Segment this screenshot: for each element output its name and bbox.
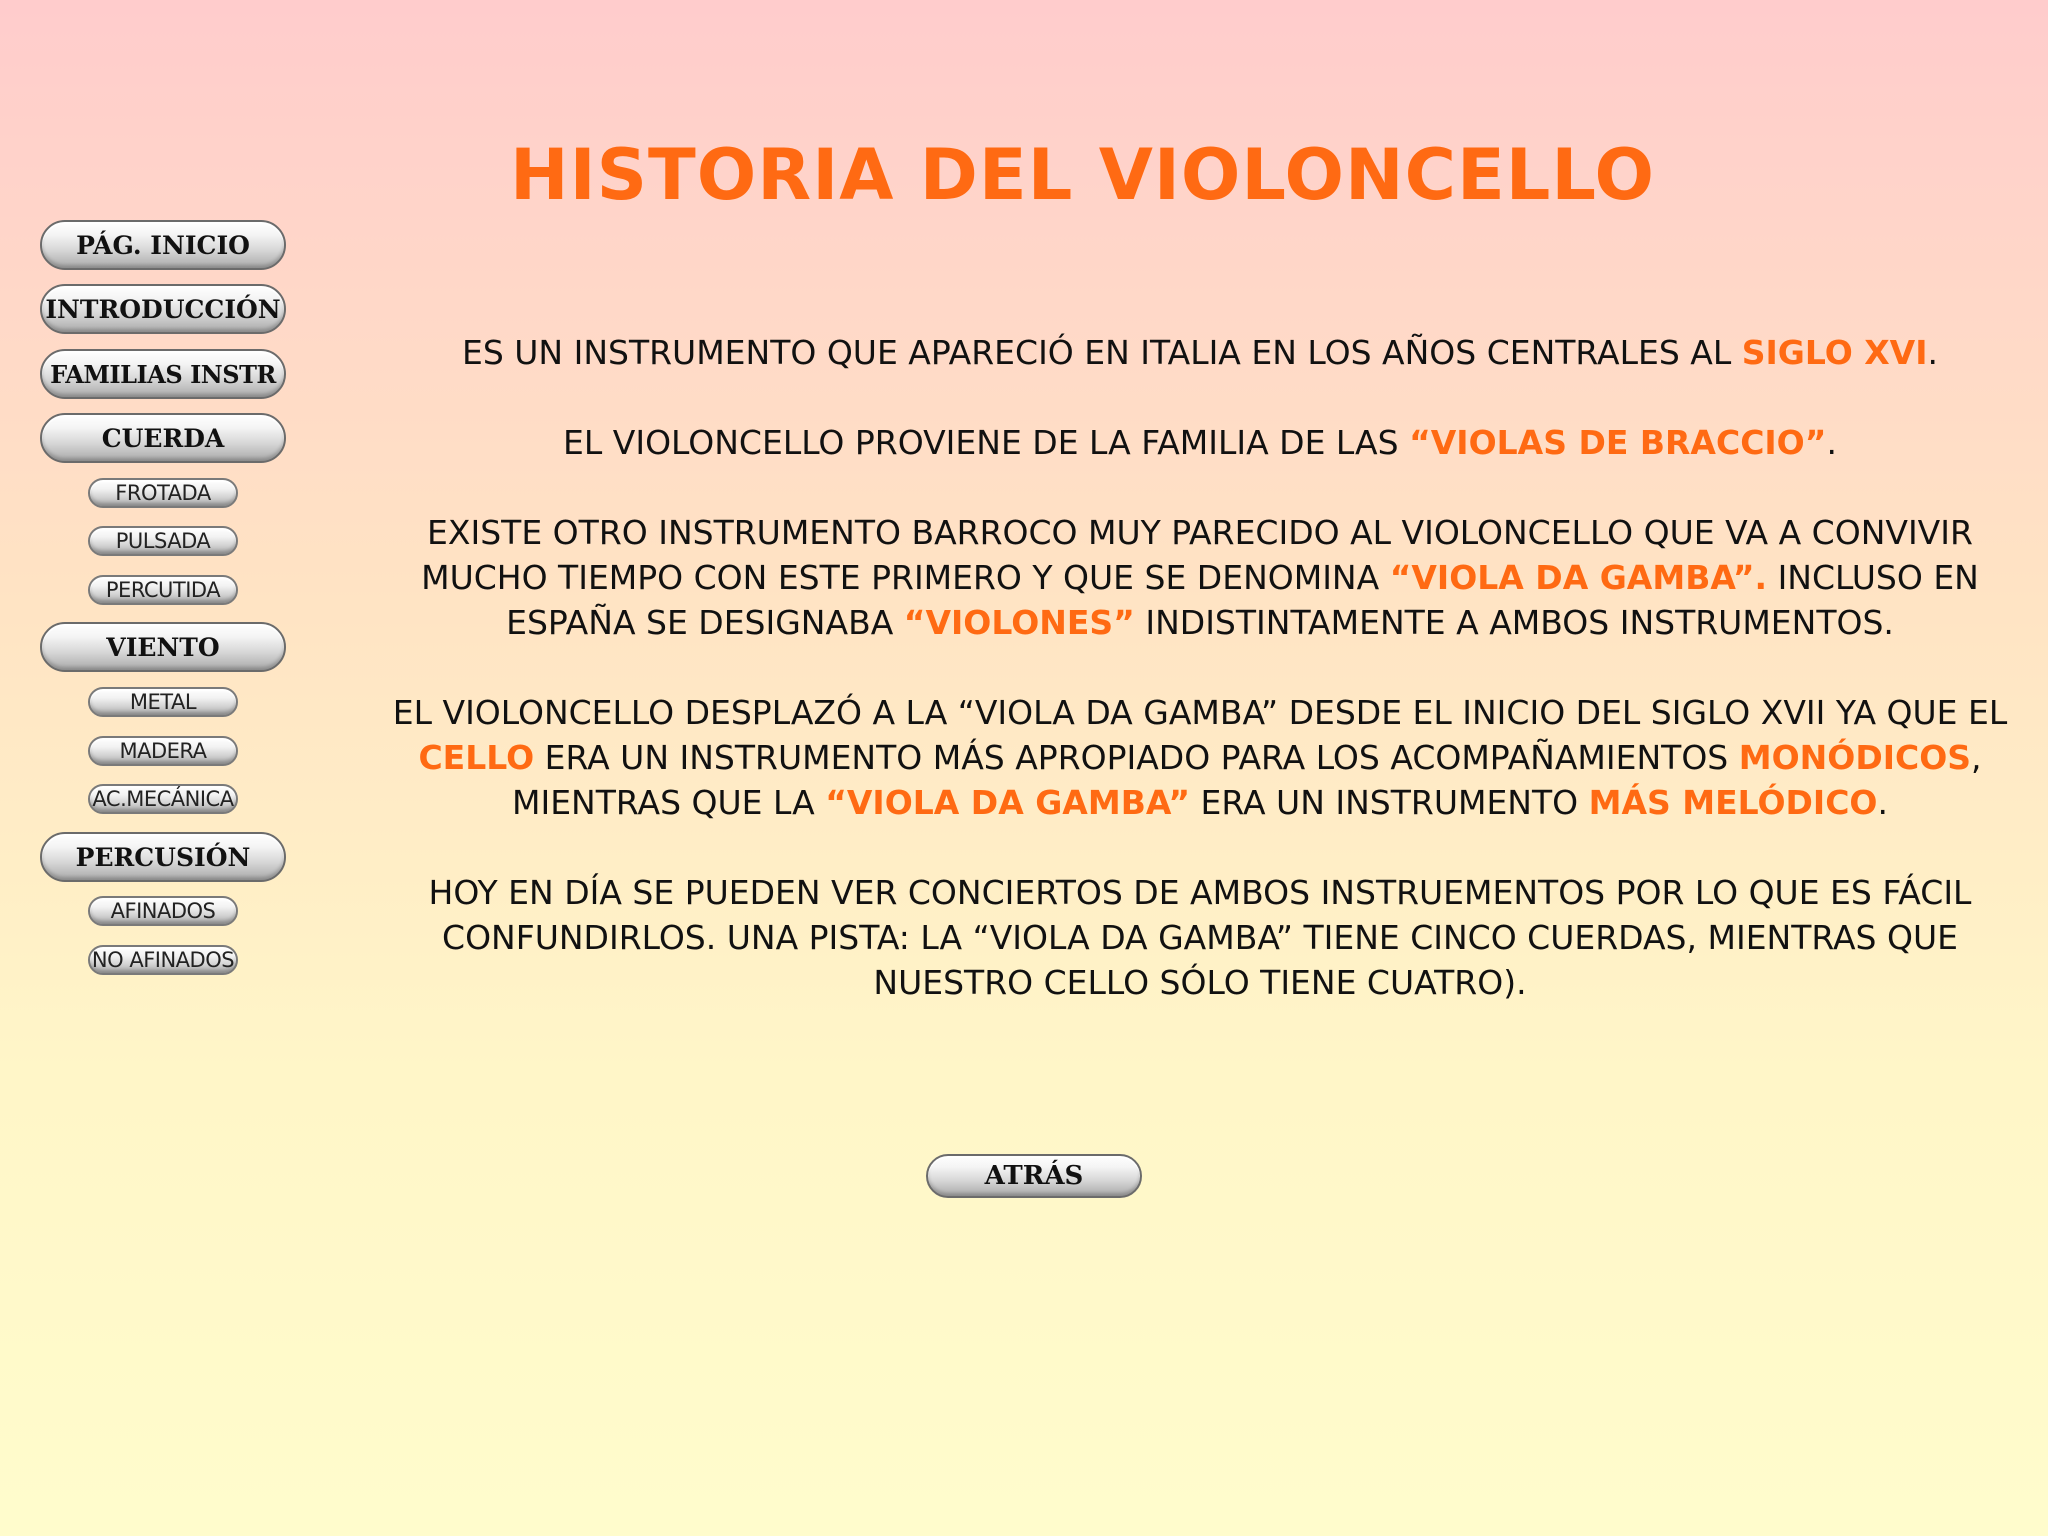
text-span: HOY EN DÍA SE PUEDEN VER CONCIERTOS DE AMBOS INSTRUEMENTOS POR LO QUE ES FÁCIL CONFUNDIRLOS. UNA PISTA: LA “VIOLA DA GAMBA” TIENE CINCO CUERDAS, MIENTRAS QUE NUESTRO CELLO SÓLO TIENE CUATRO).	[428, 873, 1972, 1002]
nav-button-introduccion[interactable]: INTRODUCCIÓN	[40, 284, 286, 334]
highlight-viola-da-gamba-2: “VIOLA DA GAMBA”	[825, 783, 1191, 822]
nav-button-afinados[interactable]: AFINADOS	[88, 896, 238, 926]
paragraph-viola-da-gamba	[380, 510, 2020, 645]
nav-button-acmecanica[interactable]: AC.MECÁNICA	[88, 784, 238, 814]
nav-button-madera[interactable]: MADERA	[88, 736, 238, 766]
text-span: ES UN INSTRUMENTO QUE APARECIÓ EN ITALIA EN LOS AÑOS CENTRALES AL	[461, 333, 1742, 372]
text-span: INCLUSO EN ESPAÑA SE DESIGNABA	[506, 558, 1979, 642]
sidebar-nav	[0, 0, 330, 1536]
highlight-siglo-xvi: SIGLO XVI	[1741, 333, 1928, 372]
text-span: .	[1877, 783, 1888, 822]
highlight-violas-de-braccio: “VIOLAS DE BRACCIO”	[1409, 423, 1827, 462]
main-content	[380, 330, 2020, 1050]
back-button[interactable]: ATRÁS	[926, 1154, 1142, 1198]
nav-button-cuerda[interactable]: CUERDA	[40, 413, 286, 463]
highlight-mas-melodico: MÁS MELÓDICO	[1588, 783, 1878, 822]
text-span: EL VIOLONCELLO PROVIENE DE LA FAMILIA DE LAS	[563, 423, 1410, 462]
nav-button-noafinados[interactable]: NO AFINADOS	[88, 945, 238, 975]
nav-button-familias[interactable]: FAMILIAS INSTR	[40, 349, 286, 399]
highlight-cello: CELLO	[418, 738, 535, 777]
nav-button-pulsada[interactable]: PULSADA	[88, 526, 238, 556]
nav-button-frotada[interactable]: FROTADA	[88, 478, 238, 508]
highlight-monodicos: MONÓDICOS	[1738, 738, 1972, 777]
nav-button-percusion[interactable]: PERCUSIÓN	[40, 832, 286, 882]
highlight-violones: “VIOLONES”	[903, 603, 1135, 642]
text-span: EXISTE OTRO INSTRUMENTO BARROCO MUY PARECIDO AL VIOLONCELLO QUE VA A CONVIVIR MUCHO TIEMPO CON ESTE PRIMERO Y QUE SE DENOMINA	[421, 513, 1973, 597]
text-span: EL VIOLONCELLO DESPLAZÓ A LA “VIOLA DA GAMBA” DESDE EL INICIO DEL SIGLO XVII YA QUE EL	[392, 693, 2008, 732]
paragraph-displacement	[380, 690, 2020, 825]
paragraph-origin	[380, 330, 2020, 375]
nav-button-metal[interactable]: METAL	[88, 687, 238, 717]
text-span: ERA UN INSTRUMENTO MÁS APROPIADO PARA LOS ACOMPAÑAMIENTOS	[534, 738, 1739, 777]
paragraph-today	[380, 870, 2020, 1005]
nav-button-percutida[interactable]: PERCUTIDA	[88, 575, 238, 605]
nav-button-viento[interactable]: VIENTO	[40, 622, 286, 672]
nav-button-inicio[interactable]: PÁG. INICIO	[40, 220, 286, 270]
page-title: HISTORIA DEL VIOLONCELLO	[510, 134, 1656, 216]
highlight-viola-da-gamba: “VIOLA DA GAMBA”.	[1389, 558, 1768, 597]
text-span: INDISTINTAMENTE A AMBOS INSTRUMENTOS.	[1134, 603, 1894, 642]
paragraph-family	[380, 420, 2020, 465]
text-span: .	[1826, 423, 1837, 462]
text-span: .	[1927, 333, 1939, 372]
text-span: , MIENTRAS QUE LA	[512, 738, 1982, 822]
text-span: ERA UN INSTRUMENTO	[1190, 783, 1589, 822]
